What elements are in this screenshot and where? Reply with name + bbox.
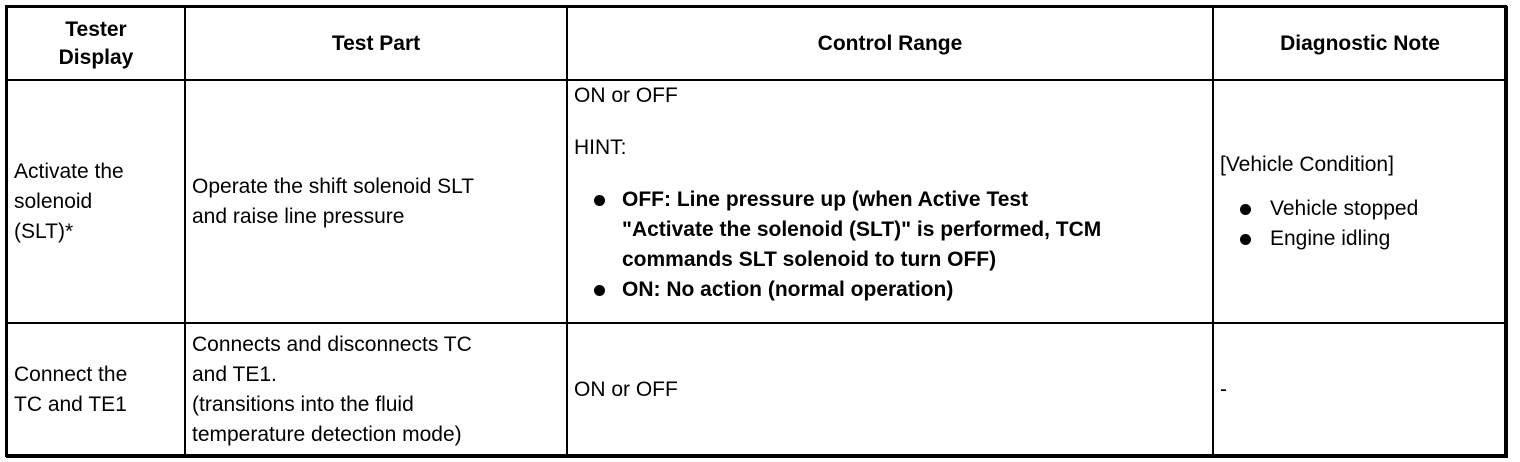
- hint-label: HINT:: [574, 136, 627, 159]
- bullet-icon: [1240, 204, 1251, 215]
- header-test-part: Test Part: [185, 7, 567, 80]
- header-tester-display: [7, 7, 185, 80]
- bullet-icon: [594, 195, 605, 206]
- hint-item: [574, 185, 1206, 275]
- vehicle-condition-text: Engine idling: [1270, 226, 1391, 250]
- tester-display-cell: [7, 80, 185, 323]
- hint-item-line: "Activate the solenoid (SLT)" is performed, TCM: [622, 218, 1102, 241]
- diagnostic-note-cell: [1213, 80, 1507, 323]
- test-part-line: and TE1.: [192, 363, 277, 386]
- vehicle-condition-item: [1220, 224, 1500, 254]
- header-tester-display-line: Display: [58, 45, 134, 69]
- diagnostic-note-cell: [1213, 323, 1507, 457]
- table-row: [7, 323, 1507, 457]
- vehicle-condition-heading: [Vehicle Condition]: [1220, 152, 1394, 176]
- tester-display-line: Activate the: [14, 159, 124, 183]
- tester-display-line: TC and TE1: [14, 393, 127, 416]
- hint-list: [574, 185, 1206, 305]
- bullet-icon: [1240, 234, 1251, 245]
- tester-display-line: solenoid: [14, 189, 93, 213]
- test-part-line: and raise line pressure: [192, 204, 405, 228]
- test-part-line: Connects and disconnects TC: [192, 333, 472, 356]
- tester-display-cell: [7, 323, 185, 457]
- control-range-value: ON or OFF: [574, 378, 678, 401]
- tester-display-line: (SLT)*: [14, 219, 74, 243]
- vehicle-condition-list: [1220, 194, 1500, 254]
- test-part-line: (transitions into the fluid: [192, 393, 414, 416]
- test-part-line: Operate the shift solenoid SLT: [192, 174, 475, 198]
- header-diagnostic-note: Diagnostic Note: [1213, 7, 1507, 80]
- test-part-cell: [185, 323, 567, 457]
- header-tester-display-line: Tester: [65, 17, 127, 41]
- control-range-value: ON or OFF: [574, 84, 678, 107]
- tester-display-line: Connect the: [14, 363, 128, 386]
- test-part-line: temperature detection mode): [192, 423, 462, 446]
- hint-item: [574, 275, 1206, 305]
- vehicle-condition-item: [1220, 194, 1500, 224]
- header-control-range: Control Range: [567, 7, 1213, 80]
- bullet-icon: [594, 285, 605, 296]
- hint-item-line: OFF: Line pressure up (when Active Test: [622, 188, 1029, 211]
- active-test-table: [6, 6, 1508, 458]
- control-range-cell: [567, 80, 1213, 323]
- header-row: [7, 7, 1507, 80]
- table-row: [7, 80, 1507, 323]
- diagnostic-note-text: -: [1220, 378, 1227, 401]
- vehicle-condition-text: Vehicle stopped: [1270, 196, 1419, 220]
- test-part-cell: [185, 80, 567, 323]
- hint-item-line: commands SLT solenoid to turn OFF): [622, 248, 997, 271]
- control-range-cell: [567, 323, 1213, 457]
- hint-item-line: ON: No action (normal operation): [622, 278, 954, 301]
